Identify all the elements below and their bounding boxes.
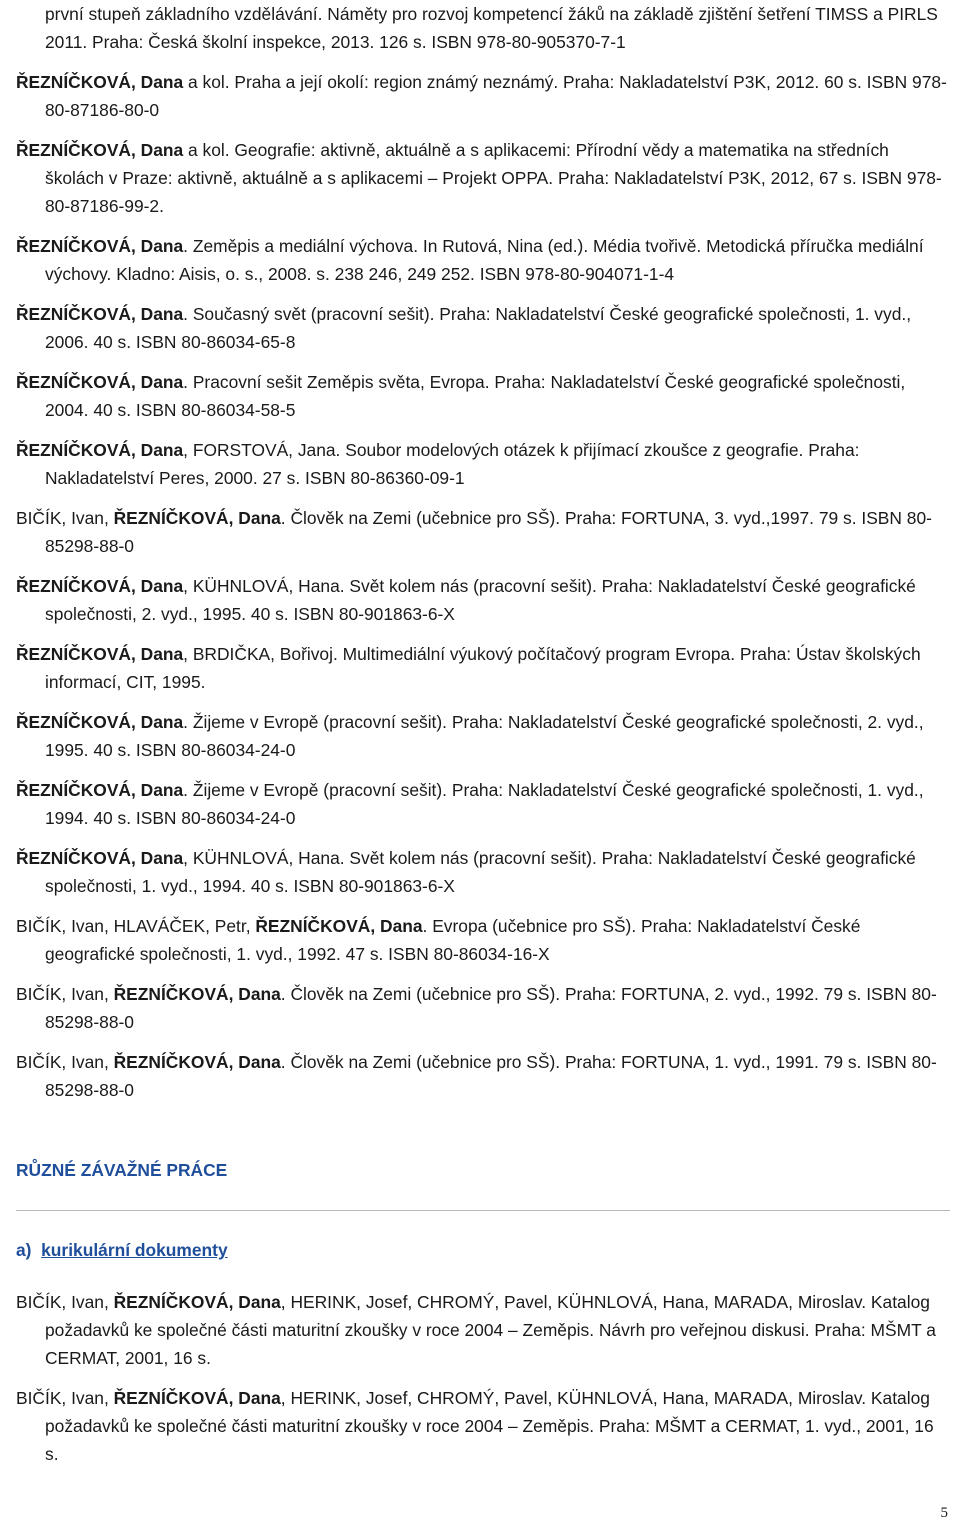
page-number: 5 (940, 1505, 948, 1521)
bib-entry: ŘEZNÍČKOVÁ, Dana. Zeměpis a mediální výchova. In Rutová, Nina (ed.). Média tvořivě. Metodická příručka mediální výchovy. Kladno: Aisis, o. s., 2008. s. 238 246, 249 252. ISBN 978-80-904071-1-4 (16, 236, 924, 284)
bib-entry: BIČÍK, Ivan, ŘEZNÍČKOVÁ, Dana, HERINK, Josef, CHROMÝ, Pavel, KÜHNLOVÁ, Hana, MARADA, Miroslav. Katalog požadavků ke společné části maturitní zkoušky v roce 2004 – Zeměpis. Praha: MŠMT a CERMAT, 1. vyd., 2001, 16 s. (16, 1388, 934, 1464)
subsection-marker: a) (16, 1240, 32, 1260)
bib-entry: ŘEZNÍČKOVÁ, Dana, KÜHNLOVÁ, Hana. Svět kolem nás (pracovní sešit). Praha: Nakladatelství České geografické společnosti, 2. vyd., 1995. 40 s. ISBN 80-901863-6-X (16, 576, 916, 624)
bib-entry: ŘEZNÍČKOVÁ, Dana. Pracovní sešit Zeměpis světa, Evropa. Praha: Nakladatelství České geografické společnosti, 2004. 40 s. ISBN 80-86034-58-5 (16, 372, 906, 420)
bib-entry: ŘEZNÍČKOVÁ, Dana. Žijeme v Evropě (pracovní sešit). Praha: Nakladatelství České geografické společnosti, 2. vyd., 1995. 40 s. ISBN 80-86034-24-0 (16, 712, 924, 760)
bib-entry: ŘEZNÍČKOVÁ, Dana a kol. Geografie: aktivně, aktuálně a s aplikacemi: Přírodní vědy a matematika na středních školách v Praze: aktivně, aktuálně a s aplikacemi – Projekt OPPA. Praha: Nakladatelství P3K, 2012, 67 s. ISBN 978-80-87186-99-2. (16, 140, 942, 216)
bib-entry: BIČÍK, Ivan, ŘEZNÍČKOVÁ, Dana. Člověk na Zemi (učebnice pro SŠ). Praha: FORTUNA, 3. vyd.,1997. 79 s. ISBN 80-85298-88-0 (16, 508, 932, 556)
subsection-title: kurikulární dokumenty (41, 1240, 228, 1260)
subsection-heading (16, 1237, 228, 1263)
section-divider (16, 1210, 950, 1211)
bib-entry: první stupeň základního vzdělávání. Náměty pro rozvoj kompetencí žáků na základě zjištění šetření TIMSS a PIRLS 2011. Praha: Česká školní inspekce, 2013. 126 s. ISBN 978-80-905370-7-1 (45, 4, 938, 52)
bib-entry: BIČÍK, Ivan, HLAVÁČEK, Petr, ŘEZNÍČKOVÁ, Dana. Evropa (učebnice pro SŠ). Praha: Nakladatelství České geografické společnosti, 1. vyd., 1992. 47 s. ISBN 80-86034-16-X (16, 916, 861, 964)
bib-entry: BIČÍK, Ivan, ŘEZNÍČKOVÁ, Dana. Člověk na Zemi (učebnice pro SŠ). Praha: FORTUNA, 2. vyd., 1992. 79 s. ISBN 80-85298-88-0 (16, 984, 937, 1032)
bib-entry: ŘEZNÍČKOVÁ, Dana. Žijeme v Evropě (pracovní sešit). Praha: Nakladatelství České geografické společnosti, 1. vyd., 1994. 40 s. ISBN 80-86034-24-0 (16, 780, 924, 828)
bib-entry: ŘEZNÍČKOVÁ, Dana a kol. Praha a její okolí: region známý neznámý. Praha: Nakladatelství P3K, 2012. 60 s. ISBN 978-80-87186-80-0 (16, 72, 947, 120)
bib-entry: BIČÍK, Ivan, ŘEZNÍČKOVÁ, Dana, HERINK, Josef, CHROMÝ, Pavel, KÜHNLOVÁ, Hana, MARADA, Miroslav. Katalog požadavků ke společné části maturitní zkoušky v roce 2004 – Zeměpis. Návrh pro veřejnou diskusi. Praha: MŠMT a CERMAT, 2001, 16 s. (16, 1292, 936, 1368)
bib-entry: BIČÍK, Ivan, ŘEZNÍČKOVÁ, Dana. Člověk na Zemi (učebnice pro SŠ). Praha: FORTUNA, 1. vyd., 1991. 79 s. ISBN 80-85298-88-0 (16, 1052, 937, 1100)
bib-entry: ŘEZNÍČKOVÁ, Dana, KÜHNLOVÁ, Hana. Svět kolem nás (pracovní sešit). Praha: Nakladatelství České geografické společnosti, 1. vyd., 1994. 40 s. ISBN 80-901863-6-X (16, 848, 916, 896)
section-heading: RŮZNÉ ZÁVAŽNÉ PRÁCE (16, 1160, 228, 1180)
bibliography-list (16, 0, 950, 1116)
curricular-documents-list (16, 1288, 950, 1480)
bib-entry: ŘEZNÍČKOVÁ, Dana, BRDIČKA, Bořivoj. Multimediální výukový počítačový program Evropa. Praha: Ústav školských informací, CIT, 1995. (16, 644, 921, 692)
bib-entry: ŘEZNÍČKOVÁ, Dana, FORSTOVÁ, Jana. Soubor modelových otázek k přijímací zkoušce z geografie. Praha: Nakladatelství Peres, 2000. 27 s. ISBN 80-86360-09-1 (16, 440, 860, 488)
bib-entry: ŘEZNÍČKOVÁ, Dana. Současný svět (pracovní sešit). Praha: Nakladatelství České geografické společnosti, 1. vyd., 2006. 40 s. ISBN 80-86034-65-8 (16, 304, 912, 352)
